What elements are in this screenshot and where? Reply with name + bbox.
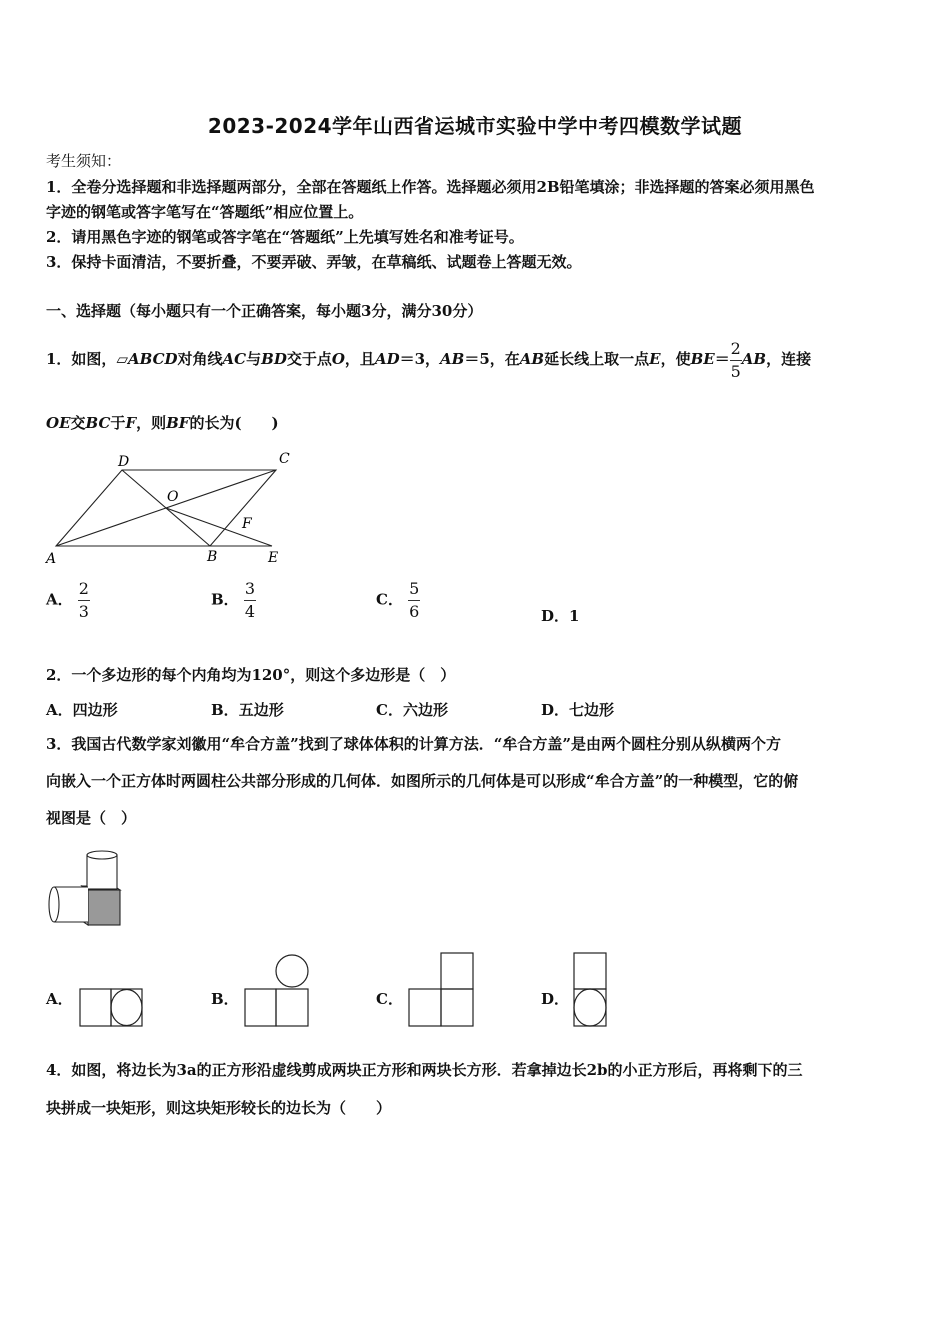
label-f: F [242, 516, 252, 532]
q2-option-a[interactable]: A．四边形 [46, 701, 118, 719]
page-title: 2023-2024学年山西省运城市实验中学中考四模数学试题 [207, 114, 743, 138]
circle-icon [111, 990, 142, 1026]
fraction-two-fifths: $\frac{2}{5}$ [730, 338, 741, 381]
q3-stem-line3: 视图是（ ） [46, 809, 137, 827]
q1-stem-line1: 1．如图，▱ABCD对角线AC与BD交于点O，且AD＝3，AB＝5，在AB延长线上取一点E，使BE＝ $\frac{2}{5}$ AB，连接 [46, 338, 812, 381]
circle-icon [574, 989, 606, 1026]
q2-option-b[interactable]: B．五边形 [211, 701, 284, 719]
q3-stem-line2: 向嵌入一个正方体时两圆柱公共部分形成的几何体．如图所示的几何体是可以形成“牟合方盖”的一种模型，它的俯 [46, 772, 799, 790]
section-heading: 一、选择题（每小题只有一个正确答案，每小题3分，满分30分） [46, 302, 483, 320]
q3-option-a[interactable]: A． [46, 990, 73, 1008]
notice-item-1-cont: 字迹的钢笔或答字笔写在“答题纸”相应位置上。 [46, 203, 364, 221]
q3-stem-line1: 3．我国古代数学家刘徽用“牟合方盖”找到了球体体积的计算方法．“牟合方盖”是由两个圆柱分别从纵横两个方 [46, 735, 781, 753]
q2-option-d[interactable]: D．七边形 [541, 701, 615, 719]
q3-option-c[interactable]: C． [376, 990, 403, 1008]
cube-front-face [88, 890, 120, 925]
q1-option-d[interactable]: D．1 [541, 607, 580, 625]
q1-option-b[interactable]: B． $\frac{3}{4}$ [211, 579, 256, 621]
fraction-c: $\frac{5}{6}$ [409, 579, 420, 621]
vertical-cylinder-body [87, 855, 117, 889]
q3-option-b[interactable]: B． [211, 990, 239, 1008]
q1-option-c[interactable]: C． $\frac{5}{6}$ [376, 579, 420, 621]
q3-model-figure [44, 848, 134, 932]
parallelogram-symbol: ▱ [116, 350, 128, 368]
q4-stem-line2: 块拼成一块矩形，则这块矩形较长的边长为（ ） [46, 1099, 392, 1117]
notice-item-1: 1．全卷分选择题和非选择题两部分，全部在答题纸上作答。选择题必须用2B铅笔填涂；非选择题的答案必须用黑色 [46, 178, 815, 196]
horizontal-cylinder-end [49, 887, 59, 922]
vertical-cylinder-top [87, 851, 117, 859]
fraction-b: $\frac{3}{4}$ [244, 579, 256, 621]
notice-item-2: 2．请用黑色字迹的钢笔或答字笔在“答题纸”上先填写姓名和准考证号。 [46, 228, 524, 246]
circle-icon [276, 955, 308, 987]
label-e: E [268, 550, 279, 566]
q3-option-d-figure [571, 950, 611, 1030]
q1-option-a[interactable]: A． $\frac{2}{3}$ [46, 579, 89, 621]
q2-stem: 2．一个多边形的每个内角均为120°，则这个多边形是（ ） [46, 666, 456, 684]
label-d: D [118, 454, 130, 470]
q1-parallelogram-figure [40, 448, 310, 573]
q1-stem-line2: OE交BC于F，则BF的长为( ) [46, 414, 279, 432]
q3-option-a-figure [78, 986, 146, 1030]
q2-option-c[interactable]: C．六边形 [376, 701, 448, 719]
notice-item-3: 3．保持卡面清洁，不要折叠，不要弄破、弄皱，在草稿纸、试题卷上答题无效。 [46, 253, 582, 271]
fraction-a: $\frac{2}{3}$ [78, 579, 89, 621]
label-b: B [207, 549, 218, 565]
notice-heading: 考生须知： [46, 152, 122, 170]
q4-stem-line1: 4．如图，将边长为3a的正方形沿虚线剪成两块正方形和两块长方形．若拿掉边长2b的小正方形后，再将剩下的三 [46, 1061, 803, 1079]
label-c: C [279, 451, 290, 467]
label-a: A [46, 551, 57, 567]
q3-option-d[interactable]: D． [541, 990, 570, 1008]
q3-option-b-figure [243, 950, 313, 1030]
label-o: O [167, 489, 179, 505]
q3-option-c-figure [407, 950, 477, 1030]
segment-oe [166, 508, 272, 546]
